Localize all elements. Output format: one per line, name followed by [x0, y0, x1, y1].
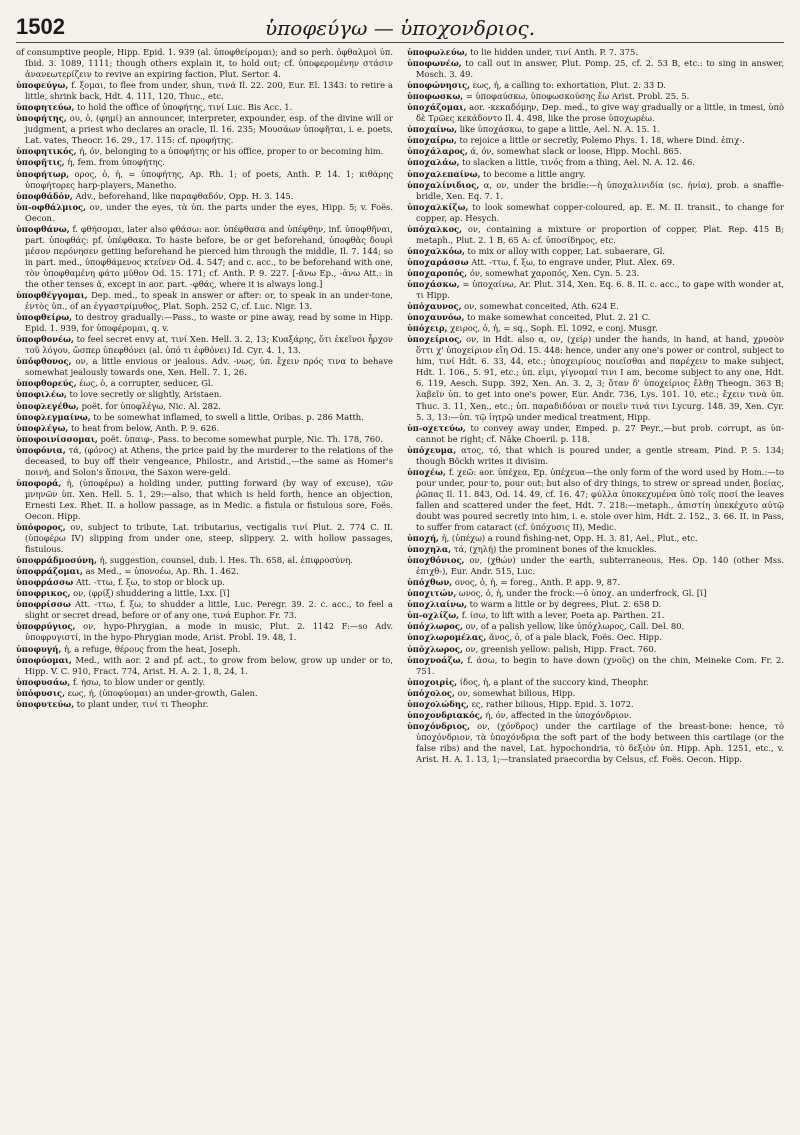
entry-headword: ὑποφοινίσσομαι,	[16, 433, 98, 444]
dictionary-entry	[407, 91, 784, 102]
entry-definition: f. φθήσομαι, later also φθάσω: aor. ὑπέφθασα and ὑπέφθην, inf. ὑποφθῆναι, part. ὑποφθάς: pf. ὑπέφθακα. To haste before, be or get beforehand, ὑποφθὰς δουρὶ μέσον περόνησεν getting beforehand he pierced him through the middle, Il. 7. 144; so in part. med., ὑποφθάμενος κτείνεν Od. 4. 547; and c. acc., to be beforehand with one, τὸν ὑποφθαμένη φάτο μῦθον Od. 15. 171; cf. Anth. P. 9. 227. [-ᾰνω Ep., -ᾱνω Att.: in the other tenses ᾰ, except in aor. part. -φθάς, where it is always long.]	[25, 223, 393, 289]
entry-definition: = ὑποχαίνω, Ar. Plut. 314, Xen. Eq. 6. 8. II. c. acc., to gape with wonder at, τι Hipp.	[416, 278, 784, 301]
dictionary-entry	[16, 621, 393, 643]
entry-headword: ὑπόχλωρος,	[407, 621, 463, 632]
entry-headword: ὑποφυτεύω,	[16, 698, 75, 709]
entry-headword: ὑποχαλάω,	[407, 157, 460, 168]
entry-headword: ὑποχέω,	[407, 466, 446, 477]
dictionary-entry	[407, 677, 784, 688]
dictionary-entry	[16, 356, 393, 378]
dictionary-entry	[16, 577, 393, 588]
entry-headword: ὑποφθονέω,	[16, 334, 74, 345]
entry-headword: ὑποχάλαρος,	[407, 146, 468, 157]
entry-definition: of consumptive people, Hipp. Epid. 1. 939 (al. ὑποφθείρομαι); and so perh. ὀφθαλμοὶ ὑπ. Ibid. 3. 1089, 1111; though others explain it, to hold out; cf. ὑποφερομένην στάσιν ἀνανεωτερίζειν to revive an expiring faction, Plut. Sertor. 4.	[16, 47, 393, 80]
entry-definition: ορος, ὁ, ἡ, = ὑποφήτης, Ap. Rh. 1; of poets, Anth. P. 14. 1; κιθάρης ὑποφήτορες harp-players, Manetho.	[25, 168, 393, 190]
entry-headword: ὑπόφορος,	[16, 522, 66, 533]
entry-definition: Att. -ττω, f. ξω, to shudder a little, Luc. Peregr. 39. 2. c. acc., to feel a slight or secret dread, before or of any one, τινά Euphor. Fr. 73.	[25, 599, 393, 621]
dictionary-entry	[16, 157, 393, 168]
left-column	[16, 47, 393, 1107]
dictionary-entry	[16, 80, 393, 102]
entry-headword: ὑποφῆτις,	[16, 157, 65, 168]
dictionary-entry	[407, 180, 784, 202]
dictionary-entry	[407, 323, 784, 334]
dictionary-entry	[407, 202, 784, 224]
entry-headword: ὑποχθόνιος,	[407, 555, 465, 566]
entry-definition: ον, (χθών) under the earth, subterraneous, Hes. Op. 140 (other Mss. ἐπιχθ-), Eur. Andr. 515, Luc.	[416, 555, 784, 577]
dictionary-entry	[407, 268, 784, 279]
entry-headword: ὑποχαίρω,	[407, 135, 457, 146]
dictionary-entry	[407, 533, 784, 544]
entry-headword: ὑποφήτωρ,	[16, 168, 70, 179]
entry-definition: to warm a little or by degrees, Plut. 2. 658 D.	[469, 599, 662, 610]
entry-definition: Med., with aor. 2 and pf. act., to grow from below, grow up under or to, Hipp. V. C. 910, Fract. 774, Arist. H. A. 2. 1, 8, 24, 1.	[25, 654, 393, 676]
dictionary-entry	[407, 80, 784, 91]
entry-headword: ὑπόχειρ,	[407, 323, 448, 334]
entry-definition: Dep. med., to speak in answer or after: or, to speak in an under-tone, ἐντὸς ὑπ., of an ἐγγαστρίμυθος, Plat. Soph. 252 C, cf. Luc. Nigr. 13.	[25, 290, 393, 312]
entry-headword: ὑποφθείρω,	[16, 312, 73, 323]
entry-headword: ὑποχαροπός,	[407, 267, 468, 278]
entry-headword: ὑποφυσάω,	[16, 676, 71, 687]
dictionary-entry	[407, 621, 784, 632]
dictionary-entry	[16, 202, 393, 224]
entry-definition: to lie hidden under, τινί Anth. P. 7. 375.	[470, 47, 638, 57]
dictionary-entry	[16, 334, 393, 356]
dictionary-entry	[407, 157, 784, 168]
dictionary-entry	[16, 378, 393, 389]
entry-definition: εως, ἡ, (ὑποφύομαι) an under-growth, Galen.	[67, 687, 258, 698]
entry-headword: ὑποφύομαι,	[16, 654, 72, 665]
entry-headword: ὑποφητεύω,	[16, 102, 75, 113]
entry-definition: as Med., = ὑπονοέω, Ap. Rh. 1. 462.	[85, 566, 239, 577]
dictionary-entry	[407, 312, 784, 323]
entry-definition: ον, subject to tribute, Lat. tributarius, vectigalis τινί Plut. 2. 774 C. II. (ὑποφέρω IV) slipping from under one, steep, slippery. 2. with hollow passages, fistulous.	[25, 522, 393, 555]
entry-headword: ὑποχηλα,	[407, 544, 452, 555]
right-column	[407, 47, 784, 1107]
entry-definition: ωνος, ὁ, ἡ, under the frock:—ὁ ὑποχ. an underfrock, Gl. [ῐ]	[458, 588, 707, 599]
entry-headword: ὑποχνοάζω,	[407, 654, 464, 665]
dictionary-entry	[16, 47, 393, 80]
entry-definition: έως, ὁ, a corrupter, seducer, Gl.	[79, 378, 214, 389]
dictionary-entry	[16, 655, 393, 677]
entry-definition: ον, somewhat conceited, Ath. 624 E.	[464, 301, 619, 312]
dictionary-entry	[16, 401, 393, 412]
dictionary-entry	[407, 423, 784, 445]
dictionary-entry	[16, 423, 393, 434]
entry-definition: ον, in Hdt. also α, ον, (χείρ) under the hands, in hand, at hand, χρυσὸν ὅττι χ' ὑποχείριον εἴη Od. 15. 448: hence, under any one's power or control, subject to him, τινί Hdt. 6. 33, 44, etc.; ὑποχειρίους ποιεῖσθαι and παρέχειν to make subject, Hdt. 1. 106., 5. 91, etc.; ὑπ. εἰμι, γίγνομαί τινι I am, become subject to any one, Hdt. 6. 119, Aesch. Supp. 392, Xen. An. 3. 2, 3; ὅταν δ' ὑποχείριος ἔλθῃ Theogn. 363 B; λαβεῖν ὑπ. to get into one's power, Eur. Andr. 736, Lys. 101. 10, etc.; ἔχειν τινὰ ὑπ. Thuc. 3. 11, Xen., etc.; ὑπ. παραδιδόναι or ποιεῖν τινά τινι Lycurg. 148. 39, Xen. Cyr. 5. 3, 13:—ὑπ. τῷ ἰητρῷ under medical treatment, Hipp.	[416, 334, 784, 422]
dictionary-entry	[407, 301, 784, 312]
entry-headword: ὑποφθέγγομαι,	[16, 290, 88, 301]
entry-definition: poët. ὑπαιφ-, Pass. to become somewhat purple, Nic. Th. 178, 760.	[100, 433, 384, 444]
entry-headword: ὑποφθορεύς,	[16, 378, 77, 389]
entry-headword: ὑπόχευμα,	[407, 444, 457, 455]
entry-definition: ίδος, ἡ, a plant of the succory kind, Theophr.	[459, 676, 649, 687]
dictionary-entry	[16, 566, 393, 577]
entry-headword: ὑποχάσκω,	[407, 278, 460, 289]
entry-definition: to convey away under, Emped. p. 27 Peyr.,—but prob. corrupt, as ὑπ- cannot be right; cf. Näke Choeril. p. 118.	[416, 422, 784, 444]
entry-definition: = ὑποφαύσκω, ὑποφωσκούσης ἕω Arist. Probl. 25. 5.	[465, 91, 690, 102]
entry-definition: ή, όν, belonging to a ὑποφήτης or his office, proper to or becoming him.	[79, 146, 384, 157]
dictionary-entry	[16, 412, 393, 423]
dictionary-entry	[16, 389, 393, 400]
entry-headword: ὑπόφυσις,	[16, 687, 65, 698]
dictionary-entry	[407, 644, 784, 655]
entry-definition: χειρος, ὁ, ἡ, = sq., Soph. El. 1092, e conj. Musgr.	[450, 323, 658, 334]
entry-headword: ὑποχοιρίς,	[407, 676, 458, 687]
entry-headword: ὑποχλιαίνω,	[407, 599, 467, 610]
dictionary-entry	[16, 146, 393, 157]
entry-definition: ον, (χόνδρος) under the cartilage of the breast-bone: hence, τὸ ὑποχόνδριον, τὰ ὑποχόνδρια the soft part of the body between this cartilage (or the false ribs) and the navel, Lat. hypochondria, τὸ δεξιὸν ὑπ. Hipp. Aph. 1251, etc., v. Arist. H. A. 1. 13, 1;—translated praecordia by Celsus, cf. Foës. Oecon. Hipp.	[416, 720, 784, 764]
entry-headword: ὑποχονδριακός,	[407, 709, 483, 720]
dictionary-entry	[407, 58, 784, 80]
entry-definition: ον, somewhat bilious, Hipp.	[457, 687, 576, 698]
page-number: 1502	[16, 14, 65, 39]
entry-headword: ὑποφλεγμαίνω,	[16, 411, 91, 422]
entry-headword: ὑποφητικός,	[16, 146, 77, 157]
dictionary-entry	[407, 169, 784, 180]
entry-definition: to love secretly or slightly, Aristaen.	[69, 389, 222, 400]
dictionary-entry	[407, 279, 784, 301]
entry-definition: ᾰνος, ὁ, of a pale black, Foës. Oec. Hipp.	[488, 632, 662, 643]
entry-headword: ὑποχαλκίζω,	[407, 201, 469, 212]
dictionary-entry	[16, 555, 393, 566]
dictionary-entry	[16, 102, 393, 113]
entry-definition: f. ήσω, to blow under or gently.	[72, 676, 205, 687]
dictionary-entry	[16, 169, 393, 191]
entry-definition: Att. -ττω, f. ξω, to engrave under, Plut. Alex. 69.	[471, 256, 675, 267]
entry-definition: to mix or alloy with copper, Lat. subaerare, Gl.	[467, 245, 666, 256]
entry-headword: ὑποχαλίνιδιος,	[407, 179, 480, 190]
entry-definition: ονος, ὁ, ἡ, = foreg., Anth. P. app. 9, 87.	[454, 577, 621, 588]
entry-definition: ον, of a palish yellow, like ὑπόχλωρος, Call. Del. 80.	[465, 621, 685, 632]
entry-headword: ὑπόχολος,	[407, 687, 455, 698]
entry-headword: ὑποφθάδόν,	[16, 190, 73, 201]
dictionary-entry	[407, 47, 784, 58]
entry-definition: to heat from below, Anth. P. 9. 626.	[70, 422, 220, 433]
dictionary-entry	[407, 224, 784, 246]
dictionary-entry	[16, 599, 393, 621]
entry-definition: ἡ, fem. from ὑποφήτης.	[67, 157, 165, 168]
entry-headword: ὑπόχαλκος,	[407, 223, 463, 234]
dictionary-entry	[407, 257, 784, 268]
dictionary-entry	[407, 334, 784, 422]
entry-headword: ὑποχείριος,	[407, 334, 463, 345]
entry-definition: ον, under the eyes, τὰ ὑπ. the parts under the eyes, Hipp. 5; v. Foës. Oecon.	[25, 201, 393, 223]
dictionary-entry	[16, 290, 393, 312]
dictionary-entry	[16, 699, 393, 710]
entry-headword: ὑποχαράσσω	[407, 256, 469, 267]
entry-definition: εως, ἡ, a calling to: exhortation, Plut. 2. 33 D.	[472, 80, 666, 91]
dictionary-entry	[16, 312, 393, 334]
entry-definition: α, ον, under the bridle:—ἡ ὑποχαλινιδία (sc. ἡνία), prob. a snaffle-bridle, Xen. Eq. 7. 1.	[416, 179, 784, 201]
entry-headword: ὑποφιλέω,	[16, 389, 67, 400]
entry-definition: f. ίσω, to lift with a lever, Poeta ap. Parthen. 21.	[461, 610, 665, 621]
page-header	[16, 14, 784, 43]
entry-headword: ὑπ-οχλίζω,	[407, 610, 460, 621]
entry-definition: to look somewhat copper-coloured, ap. E. M. II. transit., to change for copper, ap. Hesych.	[416, 201, 784, 223]
dictionary-entry	[407, 135, 784, 146]
entry-headword: ὑποφόνια,	[16, 444, 66, 455]
dictionary-entry	[407, 146, 784, 157]
dictionary-entry	[16, 688, 393, 699]
entry-definition: to make somewhat conceited, Plut. 2. 21 C.	[467, 312, 651, 323]
entry-headword: ὑποχαλκόω,	[407, 245, 465, 256]
dictionary-entry	[407, 246, 784, 257]
entry-headword: ὑποχάζομαι,	[407, 102, 467, 113]
dictionary-entry	[407, 632, 784, 643]
entry-headword: ὑποφρικος,	[16, 588, 71, 599]
dictionary-entry	[16, 113, 393, 146]
dictionary-entry	[16, 478, 393, 522]
dictionary-entry	[16, 445, 393, 478]
entry-definition: Adv., beforehand, like παραφθαδόν, Opp. H. 3. 145.	[75, 190, 294, 201]
entry-definition: τά, (φόνος) at Athens, the price paid by the murderer to the relations of the deceased, to buy off their vengeance, Philostr., and Aristid.,—the same as Homer's ποινή, and Solon's ἄποινα, the Saxon were-geld.	[25, 444, 393, 477]
entry-definition: ἡ, (ὑποφέρω) a holding under, putting forward (by way of excuse), τῶν μνηνῶν ὑπ. Xen. Hell. 5. 1, 29:—also, that which is held forth, hence an objection, Ernesti Lex. Rhet. II. a hollow passage, as in Medic. a fistula or fistulous sore, Foës. Oecon. Hipp.	[25, 477, 393, 521]
entry-definition: ατος, τό, that which is poured under, a gentle stream, Pind. P. 5. 134; though Böckh writes it divisim.	[416, 444, 784, 466]
entry-headword: ὑπ-οχετεύω,	[407, 422, 466, 433]
entry-headword: ὑπόχλωρος,	[407, 643, 463, 654]
entry-headword: ὑπόχαυνος,	[407, 301, 462, 312]
dictionary-entry	[16, 522, 393, 555]
entry-headword: ὑποφήτης,	[16, 113, 67, 124]
entry-definition: aor. -κεκαδόμην, Dep. med., to give way gradually or a little, in tmesi, ὑπὸ δὲ Τρῶες κεκάδοντο Il. 4. 498, like the prose ὑποχωρέω.	[416, 102, 784, 124]
entry-definition: ά, όν, somewhat slack or loose, Hipp. Mochl. 865.	[470, 146, 682, 157]
entry-headword: ὑποφορά,	[16, 477, 62, 488]
entry-definition: ἡ, suggestion, counsel, dub. l. Hes. Th. 658, al. ἐπιφροσύνη.	[99, 555, 353, 566]
entry-headword: ὑποχλωρομέλας,	[407, 632, 487, 643]
entry-headword: ὑποφλέγω,	[16, 422, 69, 433]
entry-headword: ὑπόφθονος,	[16, 356, 72, 367]
entry-definition: f. χεῶ: aor. ὑπέχεα, Ep. ὑπέχευα—the only form of the word used by Hom.:—to pour under, pour to, pour out: but also of dry things, to strew or spread under, βοείας, ῥῶπας Il. 11. 843, Od. 14. 49, cf. 16. 47; φύλλα ὑποκεχυμένα ὑπὸ τοῖς ποσί the leaves fallen and scattered under the feet, Hdt. 7. 218:—metaph., ἀπιστίη ὑπεκέχυτο αὐτῷ doubt was poured secretly into him, i. e. stole over him, Hdt. 2. 152., 3. 66. II. in Pass, to suffer from cataract (cf. ὑπόχυσις II), Medic.	[416, 466, 784, 533]
dictionary-entry	[407, 688, 784, 699]
entry-headword: ὑποφώνησις,	[407, 80, 470, 91]
dictionary-entry	[407, 721, 784, 765]
entry-definition: ον, hypo-Phrygian, a mode in music, Plut. 2. 1142 F:—so Adv. ὑποφρυγιστί, in the hypo-Phrygian mode, Arist. Probl. 19. 48, 1.	[25, 621, 393, 643]
entry-definition: f. άσω, to begin to have down (χνοῦς) on the chin, Meineke Com. Fr. 2. 751.	[416, 654, 784, 676]
dictionary-entry	[407, 544, 784, 555]
dictionary-entry	[407, 710, 784, 721]
entry-headword: ὑποφράσσω	[16, 577, 74, 588]
entry-definition: ἡ, (ὑπέχω) a round fishing-net, Opp. H. 3. 81, Ael., Plut., etc.	[441, 533, 698, 544]
entry-headword: ὑποχιτών,	[407, 588, 457, 599]
dictionary-entry	[407, 599, 784, 610]
entry-definition: ες, rather bilious, Hipp. Epid. 3. 1072.	[471, 698, 634, 709]
entry-headword: ὑποχαίνω,	[407, 124, 458, 135]
entry-definition: ἡ, a refuge, θέρους from the heat, Joseph.	[63, 643, 241, 654]
dictionary-entry	[407, 588, 784, 599]
dictionary-entry	[407, 445, 784, 467]
entry-definition: to rejoice a little or secretly, Polemo Phys. 1. 18, where Dind. ἐπιχ-.	[459, 135, 745, 146]
entry-definition: ή, όν, affected in the ὑποχόνδριον.	[485, 709, 632, 720]
entry-headword: ὑποχόνδριος,	[407, 720, 471, 731]
entry-headword: ὑποχαυνόω,	[407, 312, 465, 323]
columns	[16, 47, 784, 1107]
dictionary-entry	[407, 555, 784, 577]
dictionary-entry	[16, 224, 393, 290]
entry-headword: ὑποχολώδης,	[407, 698, 469, 709]
dictionary-entry	[407, 610, 784, 621]
dictionary-entry	[407, 467, 784, 533]
entry-definition: ον, a little envious or jealous. Adv. -νως, ὑπ. ἔχειν πρός τινα to behave somewhat jealously towards one, Xen. Hell. 7. 1, 26.	[25, 356, 393, 378]
entry-definition: to be somewhat inflamed, to swell a little, Oribas. p. 286 Matth.	[93, 411, 364, 422]
entry-definition: to feel secret envy at, τινί Xen. Hell. 3. 2, 13; Κυαξάρης, ὅτι ἐκεῖνοι ἦρχον τοῦ λόγου, ὥσπερ ὑπεφθόνει (al. ὑπό τι ἐφθόνει) Id. Cyr. 4. 1, 13.	[25, 334, 393, 356]
entry-definition: ον, (φρίξ) shuddering a little, Lxx. [ῐ]	[73, 588, 230, 599]
entry-headword: ὑποχή,	[407, 533, 439, 544]
entry-definition: to hold the office of ὑποφήτης, τινί Luc. Bis Acc. 1.	[77, 102, 293, 113]
entry-definition: ου, ὁ, (φημί) an announcer, interpreter, expounder, esp. of the divine will or judgment, a priest who declares an oracle, Il. 16. 235; Μουσάων ὑποφῆται, i. e. poets, Lat. vates, Theocr. 16. 29., 17. 115: cf. προφήτης.	[25, 113, 393, 146]
entry-definition: like ὑποχάσκω, to gape a little, Ael. N. A. 15. 1.	[459, 124, 661, 135]
entry-headword: ὑποφωνέω,	[407, 58, 462, 69]
entry-headword: ὑποφλεγέθω,	[16, 400, 79, 411]
entry-headword: ὑποφεύγω,	[16, 80, 69, 91]
dictionary-entry	[16, 434, 393, 445]
entry-definition: poët. for ὑποφλέγω, Nic. Al. 282.	[81, 400, 221, 411]
dictionary-entry	[407, 124, 784, 135]
entry-definition: to plant under, τινί τι Theophr.	[76, 698, 209, 709]
entry-headword: ὑποφωλεύω,	[407, 47, 468, 57]
entry-headword: ὑποφράζομαι,	[16, 566, 83, 577]
entry-headword: ὑποφρίσσω	[16, 599, 71, 610]
entry-definition: τά, (χηλή) the prominent bones of the knuckles.	[453, 544, 657, 555]
entry-definition: Att. -ττω, f. ξω, to stop or block up.	[75, 577, 225, 588]
entry-definition: ον, greenish yellow: palish, Hipp. Fract. 760.	[465, 643, 657, 654]
running-head: ὑποφεύγω — ὑποχονδριος.	[264, 16, 536, 40]
entry-definition: όν, somewhat χαροπός, Xen. Cyn. 5. 23.	[469, 267, 640, 278]
dictionary-entry	[407, 655, 784, 677]
entry-headword: ὑποφωσκω,	[407, 91, 464, 102]
dictionary-entry	[407, 102, 784, 124]
entry-definition: to call out in answer, Plut. Pomp. 25, cf. 2. 53 B, etc.: to sing in answer, Mosch. 3. 49.	[416, 58, 784, 80]
entry-headword: ὑποχαλεπαίνω,	[407, 168, 481, 179]
dictionary-entry	[16, 677, 393, 688]
dictionary-entry	[407, 577, 784, 588]
entry-headword: ὑποφυγή,	[16, 643, 62, 654]
entry-definition: to slacken a little, τινός from a thing, Ael. N. A. 12. 46.	[462, 157, 695, 168]
dictionary-entry	[16, 191, 393, 202]
dictionary-entry	[407, 699, 784, 710]
entry-headword: ὑπόχθων,	[407, 577, 453, 588]
entry-headword: ὑποφράδμοσύνη,	[16, 555, 97, 566]
entry-headword: ὑπ-οφθάλμιος,	[16, 201, 87, 212]
entry-definition: to destroy gradually:—Pass., to waste or pine away, read by some in Hipp. Epid. 1. 939, for ὑποφέρομαι, q. v.	[25, 312, 393, 334]
entry-definition: f. ξομαι, to flee from under, shun, τινά Il. 22. 200, Eur. El. 1343: to retire a little, shrink back, Hdt. 4. 111, 120, Thuc., etc.	[25, 80, 393, 102]
dictionary-entry	[16, 644, 393, 655]
entry-headword: ὑποφθάνω,	[16, 223, 70, 234]
dictionary-entry	[16, 588, 393, 599]
entry-headword: ὑποφρύγιος,	[16, 621, 76, 632]
entry-definition: to become a little angry.	[483, 168, 586, 179]
entry-definition: ον, containing a mixture or proportion of copper, Plat. Rep. 415 B; metaph., Plut. 2. 1 B, 65 A: cf. ὑποσίδηρος, etc.	[416, 223, 784, 245]
